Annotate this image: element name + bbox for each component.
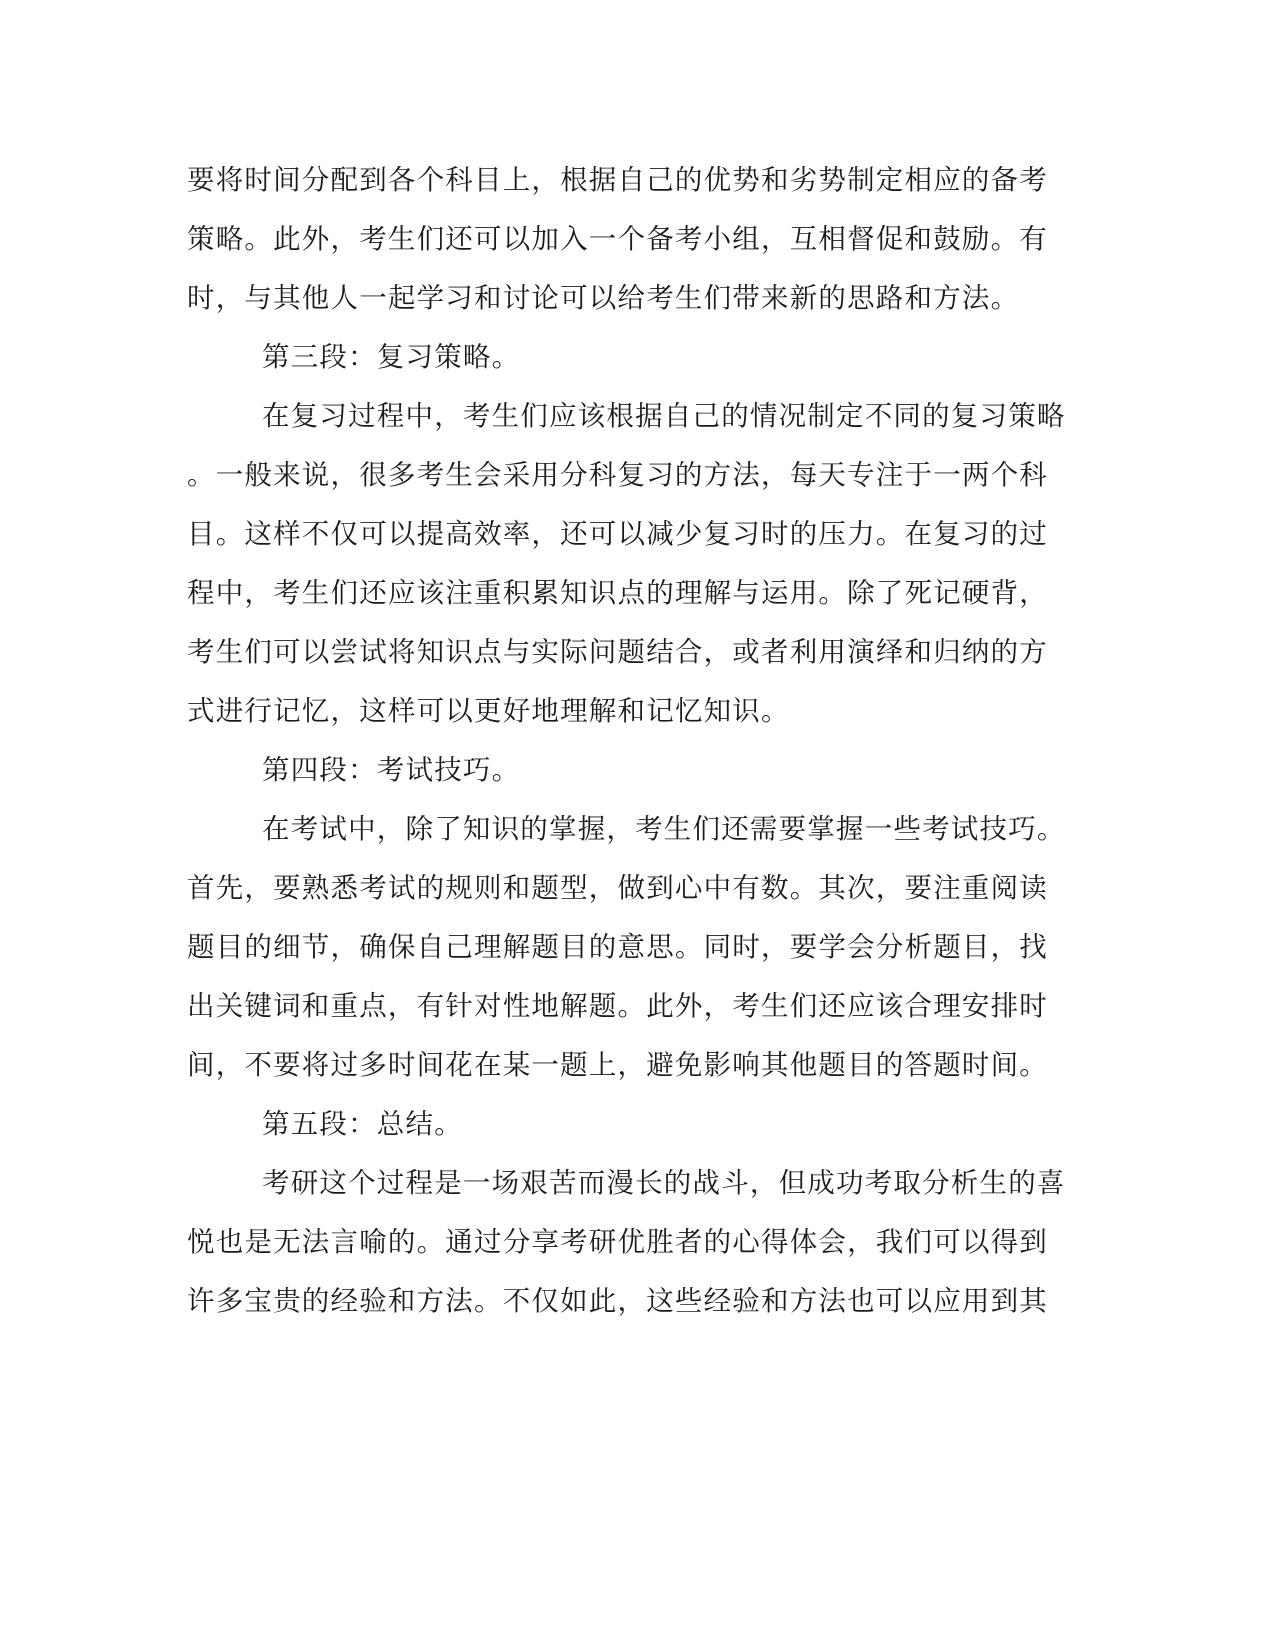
body-text-line: 。一般来说，很多考生会采用分科复习的方法，每天专注于一两个科 (187, 459, 1048, 491)
body-text-line: 考研这个过程是一场艰苦而漫长的战斗，但成功考取分析生的喜 (262, 1167, 1066, 1199)
body-text-line: 考生们可以尝试将知识点与实际问题结合，或者利用演绎和归纳的方 (187, 636, 1048, 668)
section-heading-4: 第四段：考试技巧。 (262, 754, 521, 786)
body-text-line: 题目的细节，确保自己理解题目的意思。同时，要学会分析题目，找 (187, 931, 1048, 963)
body-text-line: 在复习过程中，考生们应该根据自己的情况制定不同的复习策略 (262, 400, 1066, 432)
section-heading-5: 第五段：总结。 (262, 1108, 463, 1140)
section-heading-3: 第三段：复习策略。 (262, 341, 521, 373)
body-text-line: 出关键词和重点，有针对性地解题。此外，考生们还应该合理安排时 (187, 990, 1048, 1022)
body-text-line: 间，不要将过多时间花在某一题上，避免影响其他题目的答题时间。 (187, 1049, 1048, 1081)
body-text-line: 时，与其他人一起学习和讨论可以给考生们带来新的思路和方法。 (187, 282, 1020, 314)
body-text-line: 悦也是无法言喻的。通过分享考研优胜者的心得体会，我们可以得到 (187, 1226, 1048, 1258)
body-text-line: 首先，要熟悉考试的规则和题型，做到心中有数。其次，要注重阅读 (187, 872, 1048, 904)
body-text-line: 式进行记忆，这样可以更好地理解和记忆知识。 (187, 695, 790, 727)
body-text-line: 策略。此外，考生们还可以加入一个备考小组，互相督促和鼓励。有 (187, 223, 1048, 255)
body-text-line: 许多宝贵的经验和方法。不仅如此，这些经验和方法也可以应用到其 (187, 1285, 1048, 1317)
body-text-line: 目。这样不仅可以提高效率，还可以减少复习时的压力。在复习的过 (187, 518, 1048, 550)
body-text-line: 在考试中，除了知识的掌握，考生们还需要掌握一些考试技巧。 (262, 813, 1066, 845)
body-text-line: 要将时间分配到各个科目上，根据自己的优势和劣势制定相应的备考 (187, 164, 1048, 196)
body-text-line: 程中，考生们还应该注重积累知识点的理解与运用。除了死记硬背， (187, 577, 1048, 609)
